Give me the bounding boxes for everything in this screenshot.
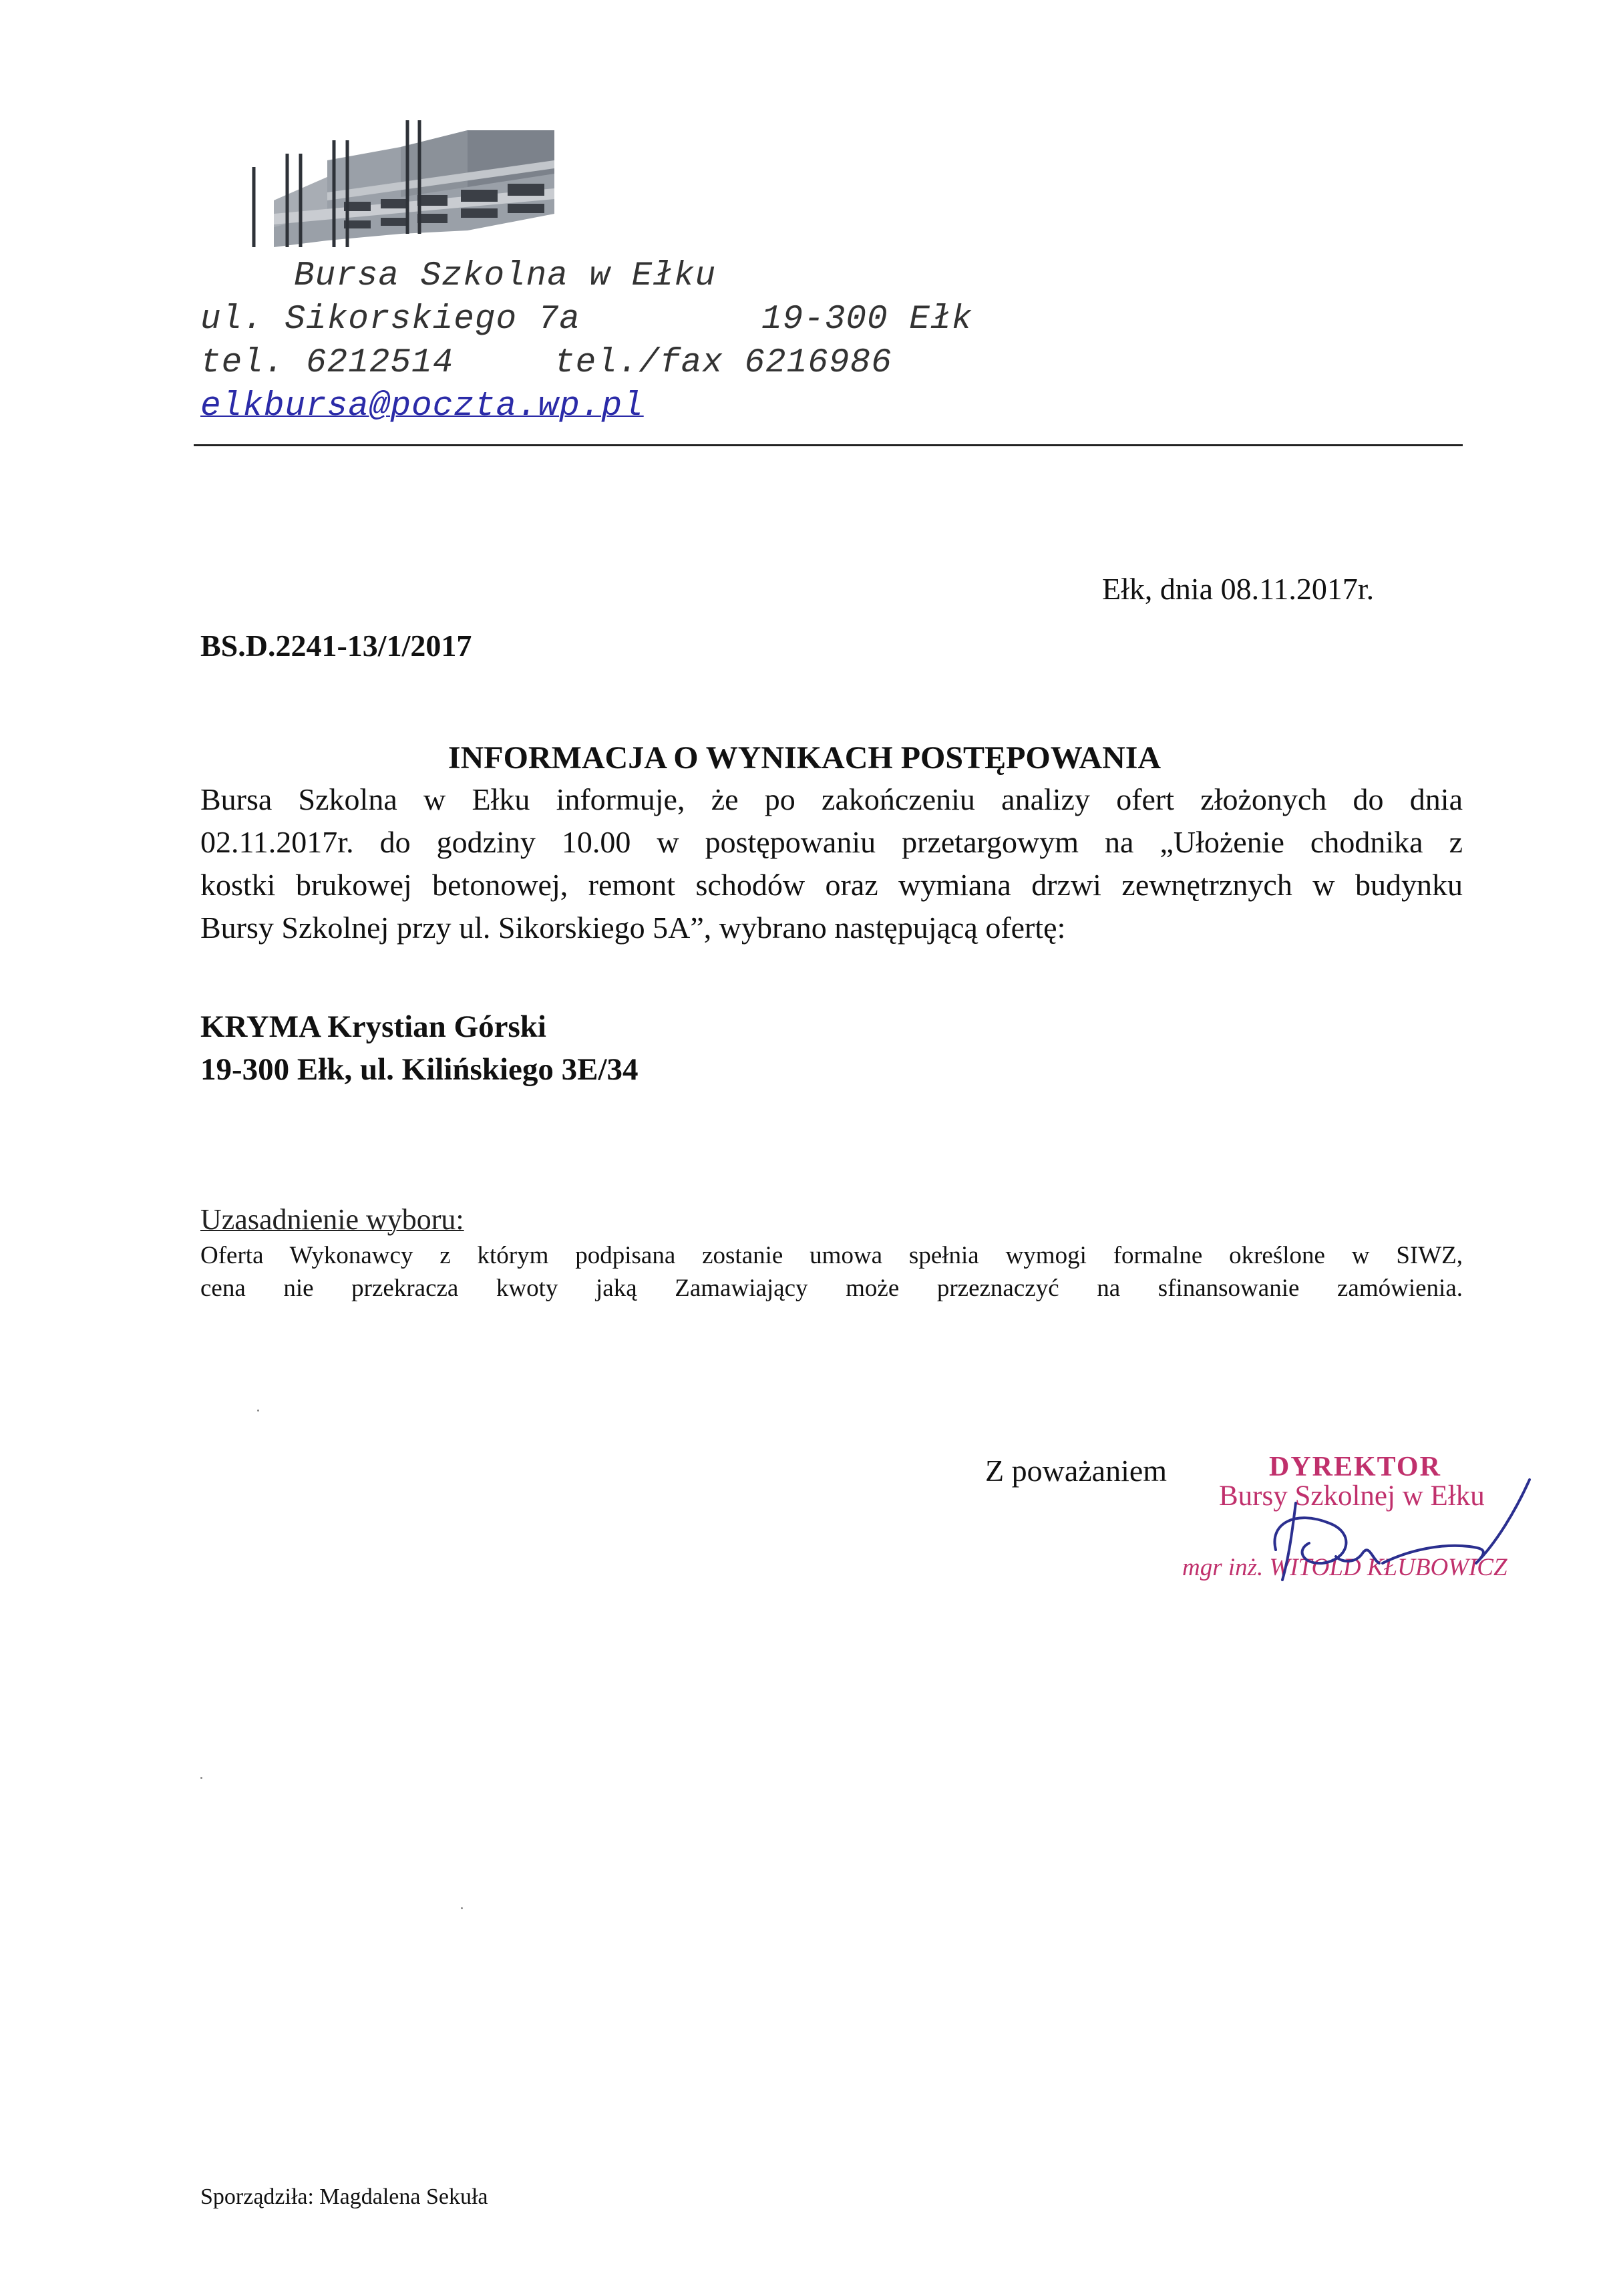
letterhead-phone: tel. 6212514 bbox=[200, 344, 454, 382]
letterhead-city: 19-300 Ełk bbox=[761, 301, 973, 339]
document-title: INFORMACJA O WYNIKACH POSTĘPOWANIA bbox=[448, 740, 1161, 776]
body-line: 02.11.2017r. do godziny 10.00 w postępowaniu przetargowym na „Ułożenie chodnika z bbox=[200, 825, 1463, 859]
scan-speck bbox=[257, 1410, 259, 1412]
letterhead-logo bbox=[247, 114, 554, 247]
document-reference: BS.D.2241-13/1/2017 bbox=[200, 629, 472, 663]
body-line: kostki brukowej betonowej, remont schodów oraz wymiana drzwi zewnętrznych w budynku bbox=[200, 868, 1463, 902]
body-line: Bursa Szkolna w Ełku informuje, że po zakończeniu analizy ofert złożonych do dnia bbox=[200, 782, 1463, 816]
winner-address: 19-300 Ełk, ul. Kilińskiego 3E/34 bbox=[200, 1052, 639, 1087]
prepared-by: Sporządziła: Magdalena Sekuła bbox=[200, 2184, 488, 2209]
closing-text: Z poważaniem bbox=[985, 1454, 1168, 1488]
signature-icon bbox=[1256, 1463, 1536, 1597]
winner-name: KRYMA Krystian Górski bbox=[200, 1009, 546, 1044]
letterhead-divider bbox=[194, 444, 1463, 446]
letterhead-fax: tel./fax 6216986 bbox=[554, 344, 892, 382]
letterhead-email-link[interactable]: elkbursa@poczta.wp.pl bbox=[200, 387, 644, 426]
body-line: Bursy Szkolnej przy ul. Sikorskiego 5A”, wybrano następującą ofertę: bbox=[200, 911, 1066, 945]
stamp-person: mgr inż. WITOLD KŁUBOWICZ bbox=[1182, 1554, 1507, 1581]
stamp-title: DYREKTOR bbox=[1269, 1452, 1441, 1482]
stamp-institution: Bursy Szkolnej w Ełku bbox=[1219, 1480, 1485, 1512]
scan-speck bbox=[461, 1907, 463, 1909]
body-paragraph bbox=[200, 778, 1463, 949]
letterhead-name: Bursa Szkolna w Ełku bbox=[294, 257, 717, 295]
building-logo-icon bbox=[247, 114, 554, 247]
letterhead-street: ul. Sikorskiego 7a bbox=[200, 301, 580, 339]
justification-line: Oferta Wykonawcy z którym podpisana zostanie umowa spełnia wymogi formalne określone w SIWZ, bbox=[200, 1242, 1463, 1269]
justification-line: cena nie przekracza kwoty jaką Zamawiający może przeznaczyć na sfinansowanie zamówienia. bbox=[200, 1275, 1463, 1302]
justification-text bbox=[200, 1239, 1463, 1305]
scan-speck bbox=[200, 1777, 202, 1779]
justification-heading: Uzasadnienie wyboru: bbox=[200, 1203, 464, 1236]
document-date: Ełk, dnia 08.11.2017r. bbox=[1102, 572, 1375, 606]
handwritten-signature bbox=[1256, 1463, 1536, 1597]
